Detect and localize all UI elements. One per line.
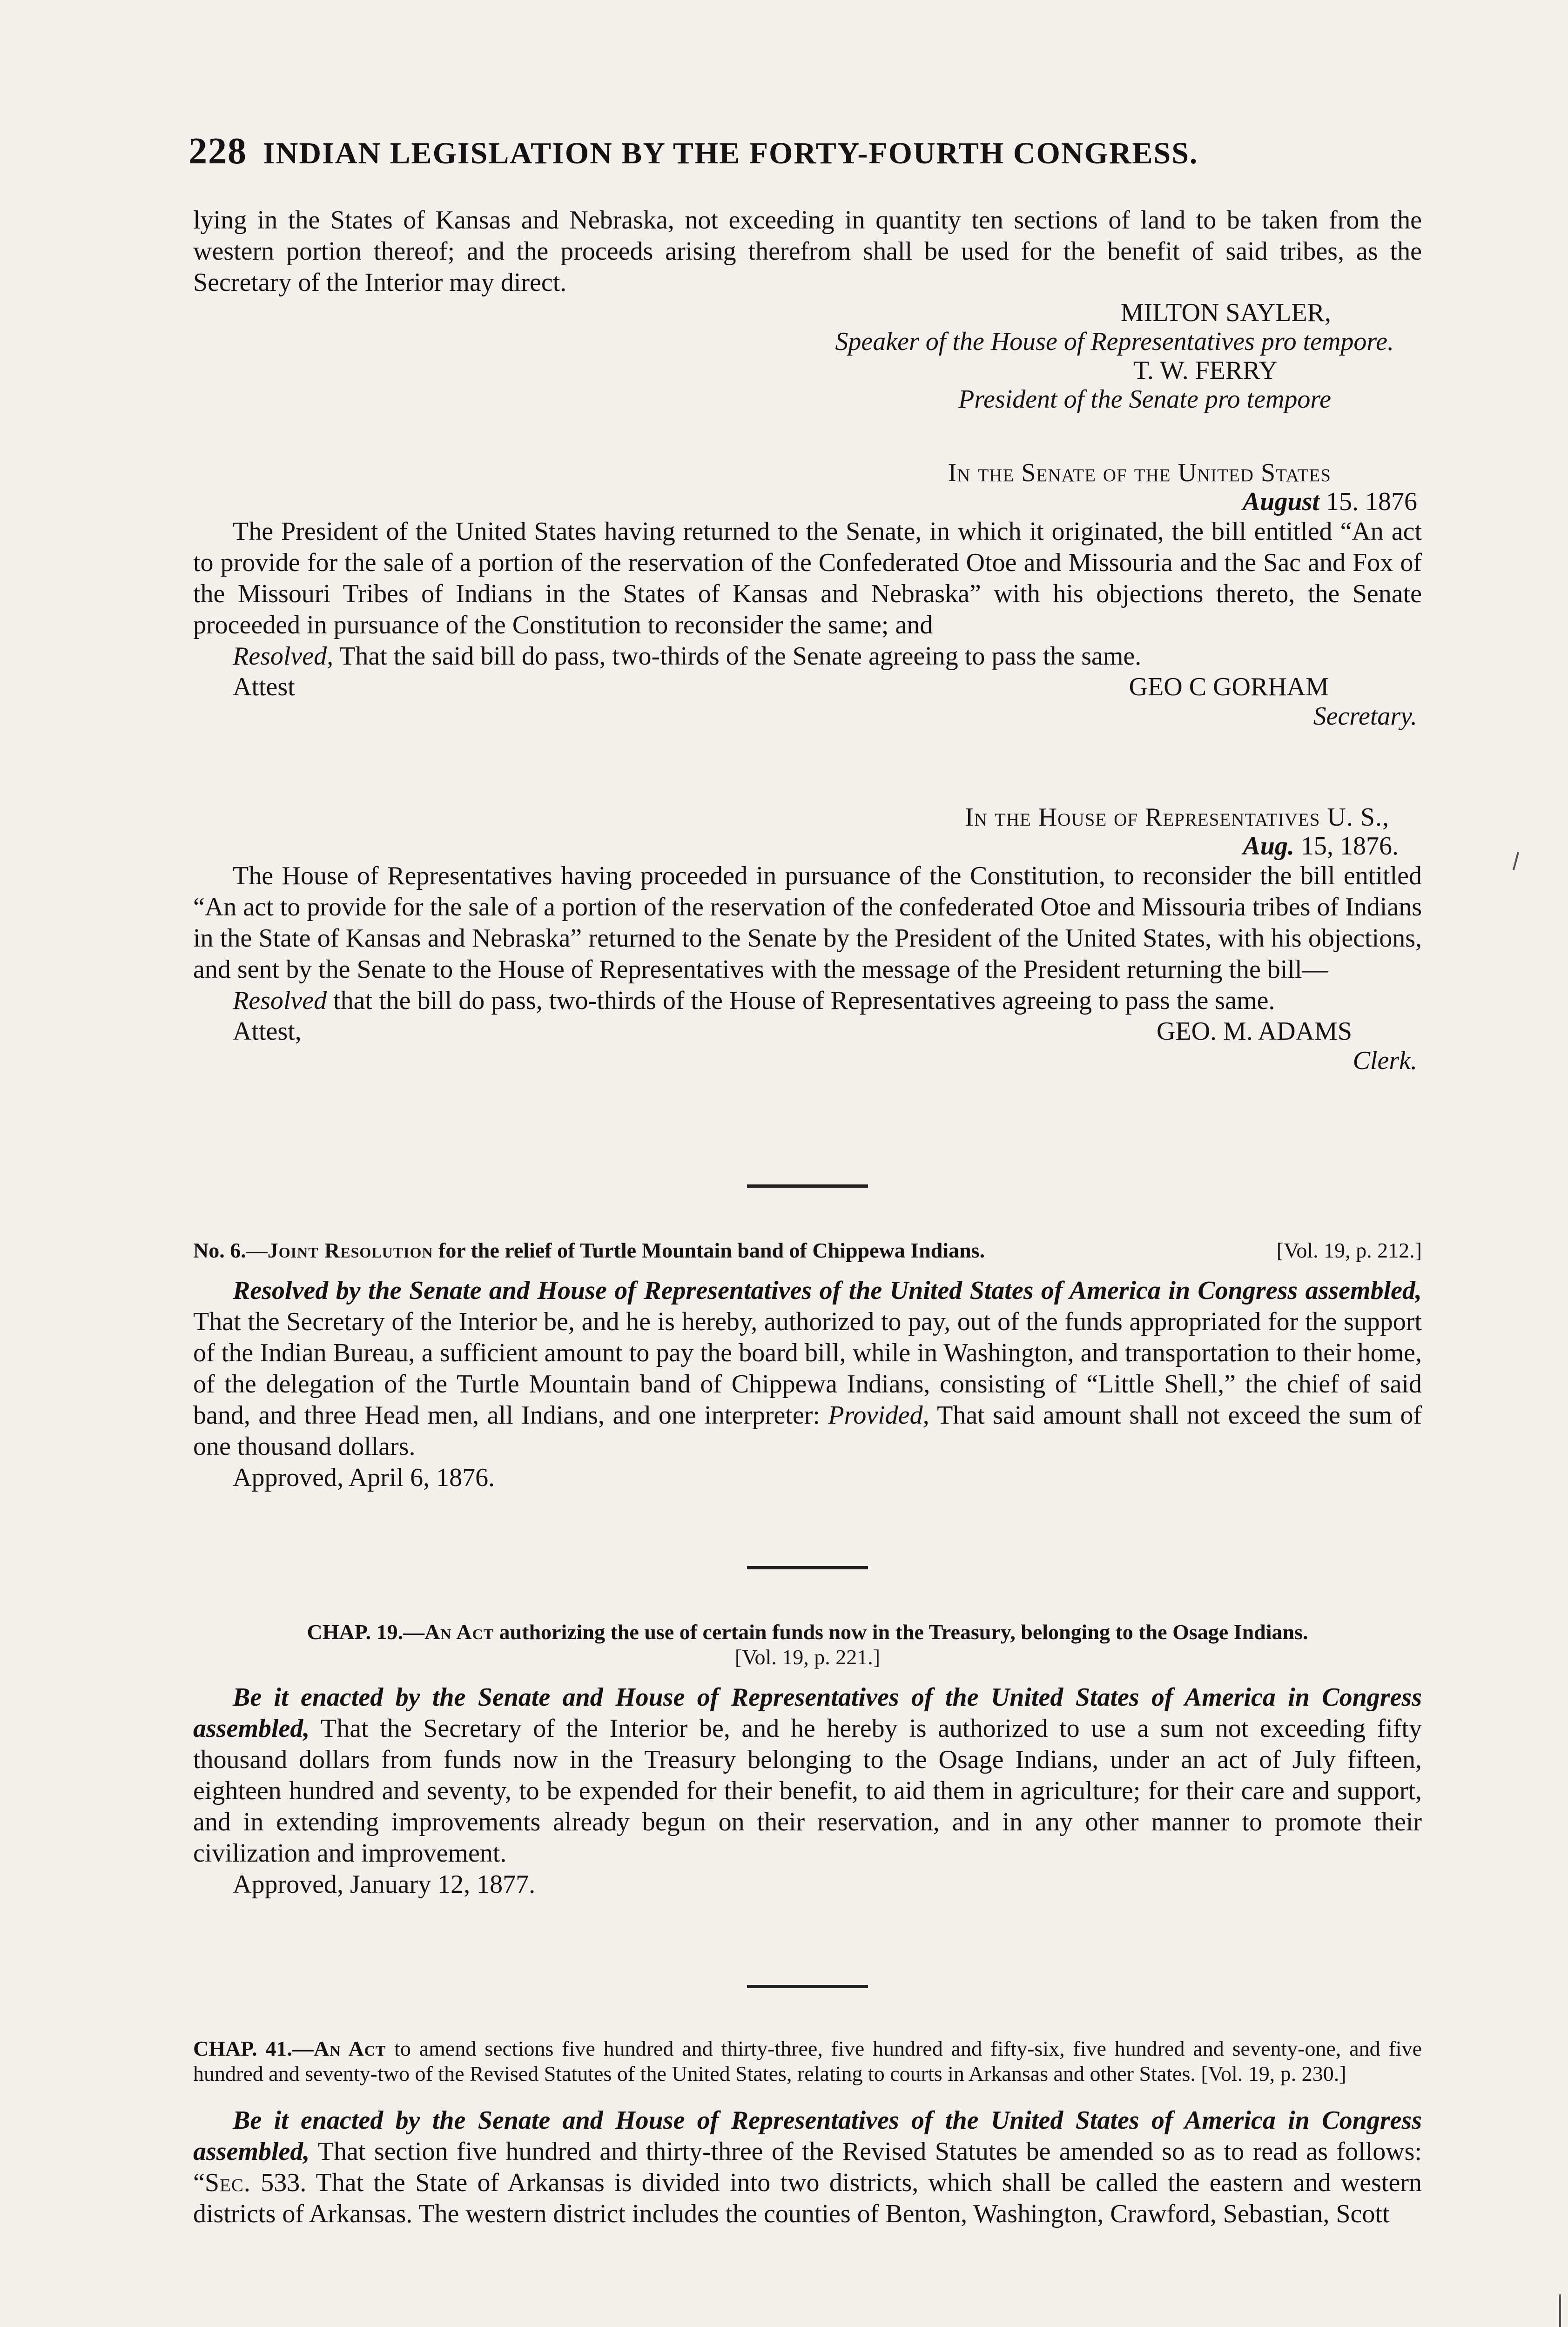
chapter-19-text: That the Secretary of the Interior be, and he hereby is authorized to use a sum not exceeding fifty thousand dollars from funds now in the Treasury belonging to the Osage Indians, under an act of July fifteen, eighteen hundred and seventy, to be expended for their benefit, to aid them in agriculture; for their care and support, and in extending improvements already begun on their reservation, and in any other manner to promote their civilization and improvement. <box>193 1714 1422 1868</box>
house-attest-label: Attest, <box>233 1017 302 1046</box>
chapter-41-text-end: 533. That the State of Arkansas is divided into two districts, which shall be called the eastern and western districts of Arkansas. The western district includes the counties of Benton, Washington, Crawford, Sebastian, Scott <box>193 2168 1422 2228</box>
house-date-rest: 15, 1876. <box>1301 832 1399 861</box>
resolution-6-citation: [Vol. 19, p. 212.] <box>1276 1238 1422 1262</box>
chapter-41-section <box>193 2036 1422 2230</box>
house-resolved <box>193 985 1422 1016</box>
scan-mark <box>1513 852 1519 870</box>
chapter-41-citation: [Vol. 19, p. 230.] <box>1201 2062 1346 2085</box>
senate-date-month: August <box>1243 487 1319 516</box>
resolution-6-enacting: Resolved by the Senate and House of Representatives of the United States of America in Congress assembled, <box>233 1276 1422 1305</box>
header-title: INDIAN LEGISLATION BY THE FORTY-FOURTH CONGRESS. <box>263 136 1198 170</box>
house-body: The House of Representatives having proceeded in pursuance of the Constitution, to reconsider the bill entitled “An act to provide for the sale of a portion of the reservation of the confederated Otoe and Missouria tribes of Indians in the State of Kansas and Nebraska” returned to the Senate by the President of the United States, with his objections, and sent by the Senate to the House of Representatives with the message of the President returning the bill— <box>193 861 1422 984</box>
chapter-19-kind: An Act <box>424 1620 494 1644</box>
house-resolved-word: Resolved <box>233 986 327 1015</box>
resolution-6-title: for the relief of Turtle Mountain band of Chippewa Indians. <box>438 1238 985 1262</box>
house-attest-name: GEO. M. ADAMS <box>1156 1017 1352 1046</box>
chapter-41-kind: An Act <box>313 2037 386 2060</box>
senate-attest-title: Secretary. <box>1313 702 1417 731</box>
resolution-6-proviso: That said amount shall not exceed the sum of one thousand dollars. <box>193 1401 1422 1461</box>
chapter-19-section <box>193 1620 1422 1900</box>
resolution-6-section <box>193 1238 1422 1493</box>
house-date-month: Aug. <box>1243 832 1294 861</box>
chapter-41-number: CHAP. 41.— <box>193 2037 314 2060</box>
house-attest-title: Clerk. <box>1353 1046 1417 1075</box>
signer-ferry-title: President of the Senate pro tempore <box>958 385 1331 414</box>
running-header <box>188 130 1399 173</box>
chapter-41-text-start: That section five hundred and thirty-three of the Revised Statutes be amended so as to read as follows: “ <box>193 2137 1422 2197</box>
chapter-41-title: to amend sections five hundred and thirty-three, five hundred and fifty-six, five hundred and seventy-one, and five hundred and seventy-two of the Revised Statutes of the United States, relating to courts in Arkansas and other States. <box>193 2037 1422 2085</box>
resolution-6-text: That the Secretary of the Interior be, and he is hereby, authorized to pay, out of the funds appropriated for the support of the Indian Bureau, a sufficient amount to pay the board bill, while in Washington, and transportation to their home, of the delegation of the Turtle Mountain band of Chippewa Indians, consisting of “Little Shell,” the chief of said band, and three Head men, all Indians, and one interpreter: <box>193 1307 1422 1430</box>
signer-sayler-name: MILTON SAYLER, <box>1120 298 1331 327</box>
senate-resolved-text: That the said bill do pass, two-thirds of the Senate agreeing to pass the same. <box>339 642 1142 671</box>
senate-date-rest: 15. 1876 <box>1326 487 1417 516</box>
intro-paragraph: lying in the States of Kansas and Nebraska, not exceeding in quantity ten sections of land to be taken from the western portion thereof; and the proceeds arising therefrom shall be used for the benefit of said tribes, as the Secretary of the Interior may direct. <box>193 206 1422 297</box>
senate-attest-row <box>193 672 1422 702</box>
chapter-41-heading <box>193 2036 1422 2086</box>
chapter-19-heading <box>193 1620 1422 1670</box>
house-attest-row <box>193 1016 1422 1046</box>
chapter-19-number: CHAP. 19.— <box>307 1620 425 1644</box>
chapter-19-body <box>193 1682 1422 1869</box>
section-rule <box>747 1985 868 1988</box>
resolution-6-proviso-word: Provided, <box>828 1401 929 1430</box>
signer-sayler-title: Speaker of the House of Representatives pro tempore. <box>835 327 1394 356</box>
resolution-6-heading <box>193 1238 1422 1263</box>
house-heading: In the House of Representatives U. S., <box>965 803 1389 832</box>
section-rule <box>747 1566 868 1569</box>
scan-mark <box>1559 2294 1561 2327</box>
divider-1 <box>193 1184 1422 1188</box>
senate-attest-label: Attest <box>233 673 295 701</box>
chapter-19-approved: Approved, January 12, 1877. <box>233 1870 536 1899</box>
section-rule <box>747 1184 868 1188</box>
house-resolved-text: that the bill do pass, two-thirds of the House of Representatives agreeing to pass the same. <box>333 986 1275 1015</box>
resolution-6-kind: Joint Resolution <box>267 1238 433 1262</box>
divider-3 <box>193 1985 1422 1988</box>
senate-resolved-word: Resolved, <box>233 642 334 671</box>
senate-resolved <box>193 641 1422 672</box>
divider-2 <box>193 1566 1422 1569</box>
senate-body: The President of the United States having returned to the Senate, in which it originated, the bill entitled “An act to provide for the sale of a portion of the reservation of the Confederated Otoe and Missouria and the Sac and Fox of the Missouri Tribes of Indians in the States of Kansas and Nebraska” with his objections thereto, the Senate proceeded in pursuance of the Constitution to reconsider the same; and <box>193 517 1422 639</box>
chapter-41-section-label: Sec. <box>204 2168 251 2197</box>
resolution-6-approved: Approved, April 6, 1876. <box>233 1463 495 1492</box>
chapter-19-citation: [Vol. 19, p. 221.] <box>734 1645 881 1669</box>
chapter-41-enacting: Be it enacted by the Senate and House of Representatives of the United States of America in Congress assembled, <box>193 2106 1422 2166</box>
senate-section <box>193 458 1422 731</box>
page-number: 228 <box>188 131 247 172</box>
resolution-6-body <box>193 1275 1422 1462</box>
chapter-41-body <box>193 2105 1422 2230</box>
senate-heading: In the Senate of the United States <box>948 458 1331 487</box>
senate-date <box>193 487 1422 516</box>
chapter-19-enacting: Be it enacted by the Senate and House of Representatives of the United States of America in Congress assembled, <box>193 1683 1422 1743</box>
intro-section <box>193 205 1422 414</box>
house-date <box>193 832 1422 861</box>
house-section <box>193 803 1422 1075</box>
signer-ferry-name: T. W. FERRY <box>1133 356 1278 385</box>
senate-attest-name: GEO C GORHAM <box>1129 673 1329 701</box>
chapter-19-title: authorizing the use of certain funds now in the Treasury, belonging to the Osage Indians. <box>499 1620 1308 1644</box>
resolution-6-number: No. 6.— <box>193 1238 268 1262</box>
